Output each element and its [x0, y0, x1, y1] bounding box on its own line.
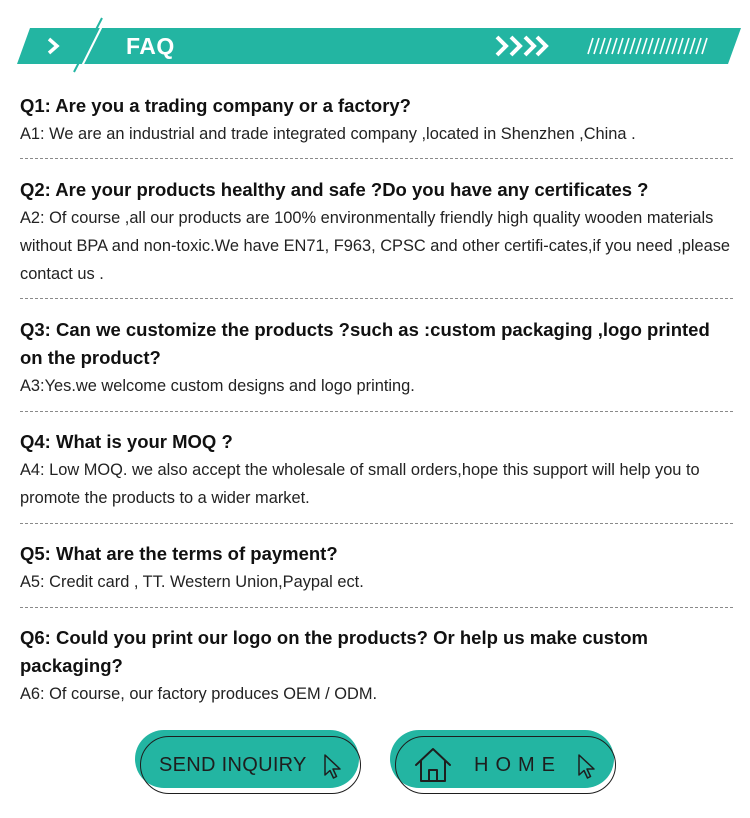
- faq-answer: A2: Of course ,all our products are 100% environmentally friendly high quality wooden materials without BPA and non-toxic.We have EN71, F963, CPSC and other certifi-cates,if you need ,please contact us .: [20, 209, 731, 283]
- faq-answer: A4: Low MOQ. we also accept the wholesale of small orders,hope this support will help you to promote the products to a wider market.: [20, 461, 700, 507]
- faq-answer: A5: Credit card , TT. Western Union,Paypal ect.: [20, 573, 364, 591]
- send-inquiry-label: SEND INQUIRY: [159, 754, 307, 776]
- faq-question: Q5: What are the terms of payment?: [20, 543, 338, 564]
- cursor-icon: [323, 754, 343, 780]
- faq-item: [20, 176, 732, 288]
- divider: [20, 298, 733, 299]
- page-title: FAQ: [126, 33, 175, 59]
- home-button[interactable]: [390, 730, 614, 794]
- faq-question: Q4: What is your MOQ ?: [20, 431, 233, 452]
- divider: [20, 158, 733, 159]
- faq-question: Q3: Can we customize the products ?such as :custom packaging ,logo printed on the product?: [20, 319, 710, 368]
- banner-graphic: [0, 14, 750, 76]
- faq-item: [20, 428, 732, 512]
- faq-item: [20, 92, 732, 148]
- divider: [20, 607, 733, 608]
- send-inquiry-button[interactable]: [135, 730, 359, 794]
- home-label: HOME: [474, 754, 562, 776]
- faq-answer: A1: We are an industrial and trade integrated company ,located in Shenzhen ,China .: [20, 125, 636, 143]
- faq-question: Q6: Could you print our logo on the products? Or help us make custom packaging?: [20, 627, 648, 676]
- faq-question: Q2: Are your products healthy and safe ?Do you have any certificates ?: [20, 179, 649, 200]
- home-icon: [412, 745, 454, 785]
- faq-item: [20, 316, 732, 400]
- faq-banner: [0, 14, 750, 76]
- faq-answer: A3:Yes.we welcome custom designs and logo printing.: [20, 377, 415, 395]
- faq-answer: A6: Of course, our factory produces OEM / ODM.: [20, 685, 378, 703]
- divider: [20, 411, 733, 412]
- divider: [20, 523, 733, 524]
- faq-item: [20, 540, 732, 596]
- faq-item: [20, 624, 732, 708]
- faq-question: Q1: Are you a trading company or a factory?: [20, 95, 411, 116]
- cursor-icon: [577, 754, 597, 780]
